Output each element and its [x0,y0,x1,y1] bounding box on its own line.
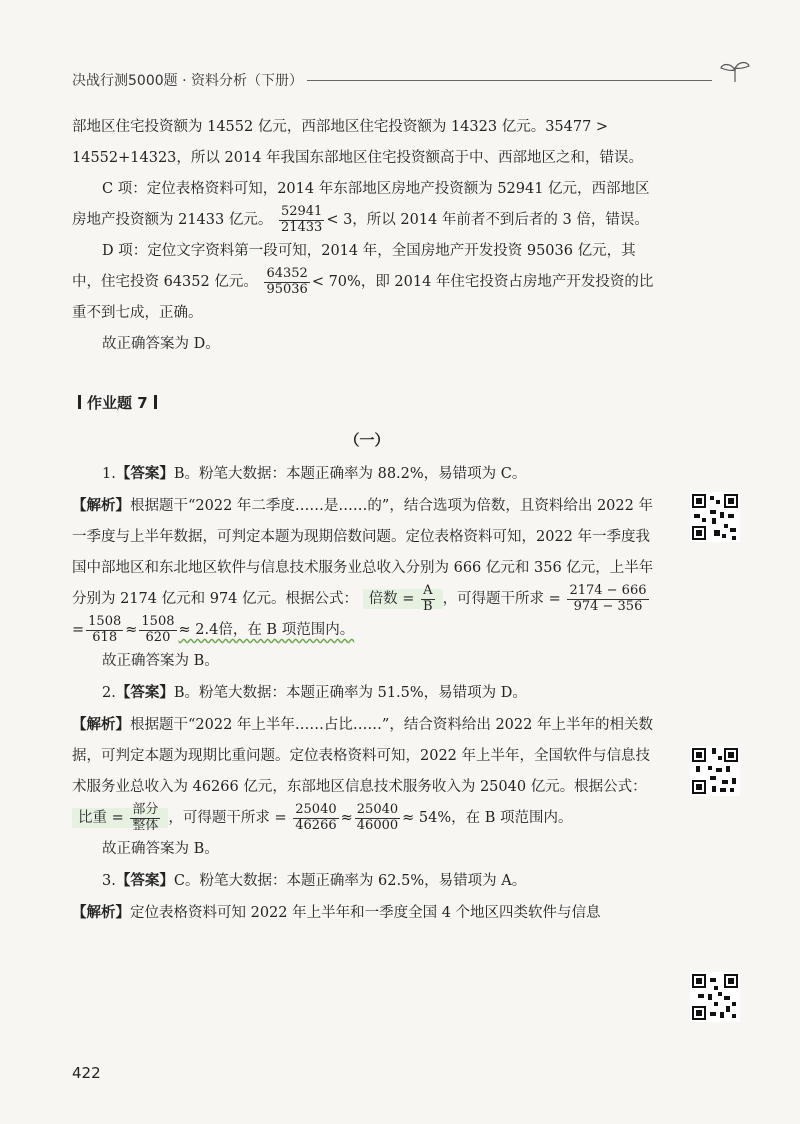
section-bar-left [78,395,81,409]
frac-num: 64352 [266,266,308,282]
q3-analysis-text: 定位表格资料可知 2022 年上半年和一季度全国 4 个地区四类软件与信息 [130,905,601,921]
approx: ≈ [340,810,353,826]
q3-analysis [72,897,662,929]
q3-answer-text: C。粉笔大数据：本题正确率为 62.5%，易错项为 A。 [173,873,527,889]
pd-text1: D 项：定位文字资料第一段可知，2014 年，全国房地产开发投资 95036 亿元，其中，住宅投资 64352 亿元。 [72,243,636,290]
q2-analysis [72,709,662,834]
calc-frac-2 [86,615,123,645]
header-rule [307,80,712,81]
q2-number: 2. [102,685,116,701]
q2-conclusion: 故正确答案为 B。 [102,841,219,857]
answer-line: 故正确答案为 D。 [102,336,220,352]
q1-analysis-text: 根据题干“2022 年二季度……是……的”，结合选项为倍数，且资料给出 2022 年一季度与上半年数据，可判定本题为现期倍数问题。定位表格资料可知，2022 年一季度我国中部地区和东北地区软件与信息技术服务业总收入分别为 666 亿元和 356 亿元，上半年分别为 2174 亿元和 974 亿元。根据公式： [72,498,654,607]
answer-tag: 【答案】 [115,684,174,701]
running-header [72,66,752,90]
qr-code-icon[interactable] [690,972,740,1022]
after-formula: ，可得题干所求 = [168,810,287,826]
pc-text1: C 项：定位表格资料可知，2014 年东部地区房地产投资额为 52941 亿元，西部地区房地产投资额为 21433 亿元。 [72,181,650,228]
equals: = [72,622,85,638]
formula-label: 比重 = [78,810,124,826]
section-heading [72,388,662,419]
frac-num: 25040 [356,802,399,818]
calc-frac-1 [293,803,338,833]
frac-num: 部分 [132,802,159,818]
section-bar-right [154,395,157,409]
frac-den: 974 − 356 [573,598,643,614]
after-formula: ，可得题干所求 = [442,591,561,607]
qr-code-icon[interactable] [690,492,740,542]
q2-analysis-text: 根据题干“2022 年上半年……占比……”，结合资料给出 2022 年上半年的相关数据，可判定本题为现期比重问题。定位表格资料可知，2022 年上半年，全国软件与信息技术服务业总收入为 46266 亿元，东部地区信息技术服务收入为 25040 亿元。根据公式： [72,717,653,795]
q3-number: 3. [102,873,116,889]
frac-num: 52941 [280,204,323,220]
analysis-tag: 【解析】 [72,716,130,733]
leaf-sprout-icon [718,58,752,84]
header-title: 决战行测5000题 · 资料分析（下册） [72,73,303,89]
section-title: 作业题 7 [87,394,148,412]
q2-result: ≈ 54%，在 B 项范围内。 [402,810,573,826]
formula-box [363,583,443,614]
q1-answer-text: B。粉笔大数据：本题正确率为 88.2%，易错项为 C。 [173,466,527,482]
frac-den: 整体 [132,817,159,833]
analysis-tag: 【解析】 [72,497,130,514]
formula-box [72,802,168,833]
q1-result: ≈ 2.4倍，在 B 项范围内。 [178,622,355,638]
frac-den: 618 [92,629,118,645]
frac-den: 46266 [295,817,337,833]
frac-den: 21433 [280,219,323,235]
subsection-heading: （一） [344,431,390,449]
frac-den: 95036 [266,281,308,297]
fraction-d [264,267,309,297]
frac-num: 2174 − 666 [569,583,647,599]
paragraph-option-c [72,174,662,236]
frac-num: 1508 [141,614,175,630]
frac-den: 46000 [356,817,399,833]
approx: ≈ [125,622,138,638]
paragraph-continued [72,112,662,174]
formula-frac [421,584,435,614]
answer-tag: 【答案】 [115,465,174,482]
answer-tag: 【答案】 [115,872,174,889]
calc-frac-3 [139,615,176,645]
q3-answer [72,865,662,897]
frac-num: 1508 [88,614,122,630]
frac-den: B [423,598,433,614]
p1-line1: 部地区住宅投资额为 14552 亿元，西部地区住宅投资额为 14323 亿元。35477 > [72,119,609,135]
calc-frac-2 [355,803,400,833]
qr-code-icon[interactable] [690,746,740,796]
q2-answer-text: B。粉笔大数据：本题正确率为 51.5%，易错项为 D。 [173,685,527,701]
frac-num: 25040 [295,802,337,818]
q1-number: 1. [102,466,116,482]
frac-num: A [421,584,435,599]
pd-text2: < 70%，即 2014 年住宅投资占房地产开发投资的比重不到七成，正确。 [72,274,654,321]
page-number: 422 [72,1064,101,1082]
fraction-c [279,205,324,235]
formula-label: 倍数 = [368,591,415,607]
page-body [72,112,662,929]
q1-conclusion: 故正确答案为 B。 [102,653,219,669]
paragraph-option-d [72,236,662,329]
calc-frac-1 [567,584,648,614]
analysis-tag: 【解析】 [72,904,130,921]
q1-analysis [72,490,662,646]
q2-answer [72,677,662,709]
pc-text2: < 3，所以 2014 年前者不到后者的 3 倍，错误。 [326,212,649,228]
q1-answer [72,458,662,490]
formula-frac [130,803,160,833]
p1-line2: 14552+14323，所以 2014 年我国东部地区住宅投资额高于中、西部地区之和，错误。 [72,150,644,166]
frac-den: 620 [145,629,171,645]
